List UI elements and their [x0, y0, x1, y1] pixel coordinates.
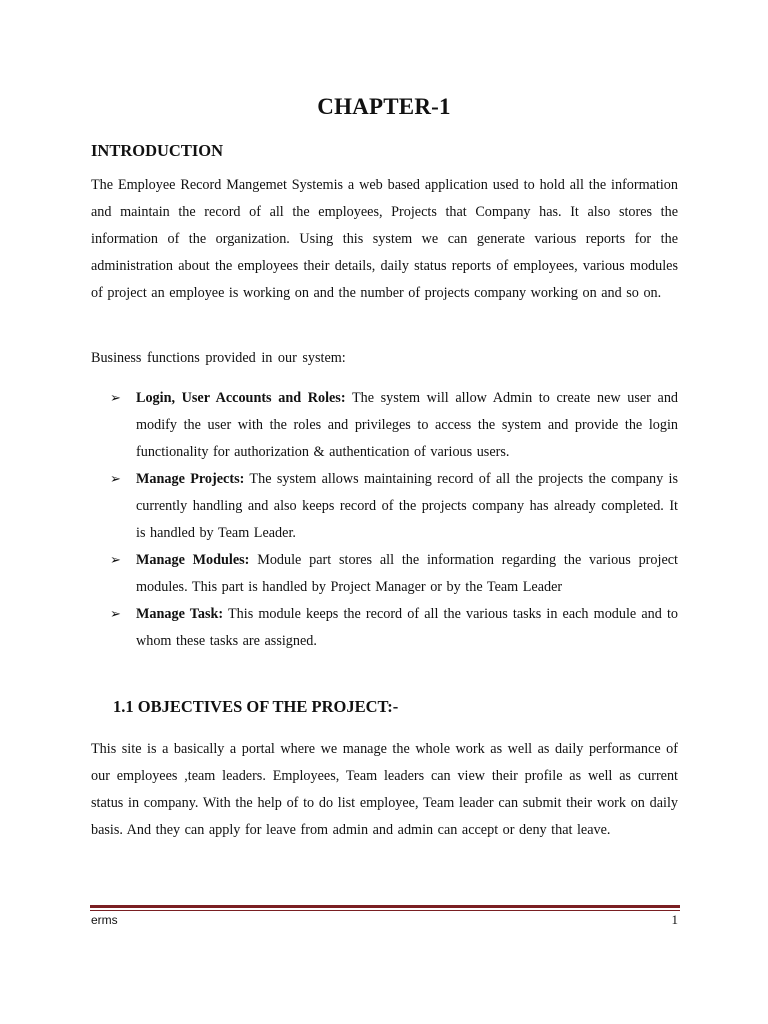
list-item-term: Login, User Accounts and Roles: — [136, 390, 346, 406]
page-number: 1 — [671, 912, 678, 927]
list-item-text: The system will allow Admin to create new user and modify the user with the roles and privileges to access the system and provide the login functionality for authorization & authentication of various users. — [136, 390, 679, 460]
introduction-paragraph: The Employee Record Mangemet Systemis a web based application used to hold all the information and maintain the record of all the employees, Projects that Company has. It also stores the information of the organization. Using this system we can generate various reports for the administration about the employees their details, daily status reports of employees, various modules of project an employee is working on and the number of projects company working on and so on. — [91, 177, 678, 301]
arrow-bullet-icon: ➢ — [110, 553, 121, 568]
list-item — [108, 466, 678, 547]
arrow-bullet-icon: ➢ — [110, 472, 121, 487]
list-item — [108, 547, 678, 601]
objectives-paragraph: This site is a basically a portal where we manage the whole work as well as daily performance of our employees ,team leaders. Employees, Team leaders can view their profile as well as current status in company. With the help of to do list employee, Team leader can submit their work on daily basis. And they can apply for leave from admin and admin can accept or deny that leave. — [91, 741, 678, 838]
objectives-heading: 1.1 OBJECTIVES OF THE PROJECT:- — [113, 697, 399, 716]
arrow-bullet-icon: ➢ — [110, 607, 121, 622]
footer-divider-thick — [90, 905, 680, 908]
list-item-text: The system allows maintaining record of all the projects the company is currently handling and also keeps record of the projects company has already completed. It is handled by Team Leader. — [136, 471, 678, 541]
list-item — [108, 601, 678, 655]
list-item-term: Manage Projects: — [136, 471, 245, 487]
list-item-text: Module part stores all the information regarding the various project modules. This part is handled by Project Manager or by the Team Leader — [136, 552, 678, 595]
introduction-heading: INTRODUCTION — [91, 141, 224, 160]
arrow-bullet-icon: ➢ — [110, 391, 121, 406]
business-functions-list — [108, 385, 678, 655]
list-item — [108, 385, 678, 466]
chapter-title: CHAPTER-1 — [317, 94, 451, 119]
list-item-term: Manage Task: — [136, 606, 224, 622]
footer-label: erms — [91, 913, 118, 927]
list-item-term: Manage Modules: — [136, 552, 250, 568]
footer-divider-thin — [90, 910, 680, 911]
list-item-text: This module keeps the record of all the various tasks in each module and to whom these tasks are assigned. — [136, 606, 678, 649]
business-functions-intro: Business functions provided in our system: — [91, 350, 346, 366]
